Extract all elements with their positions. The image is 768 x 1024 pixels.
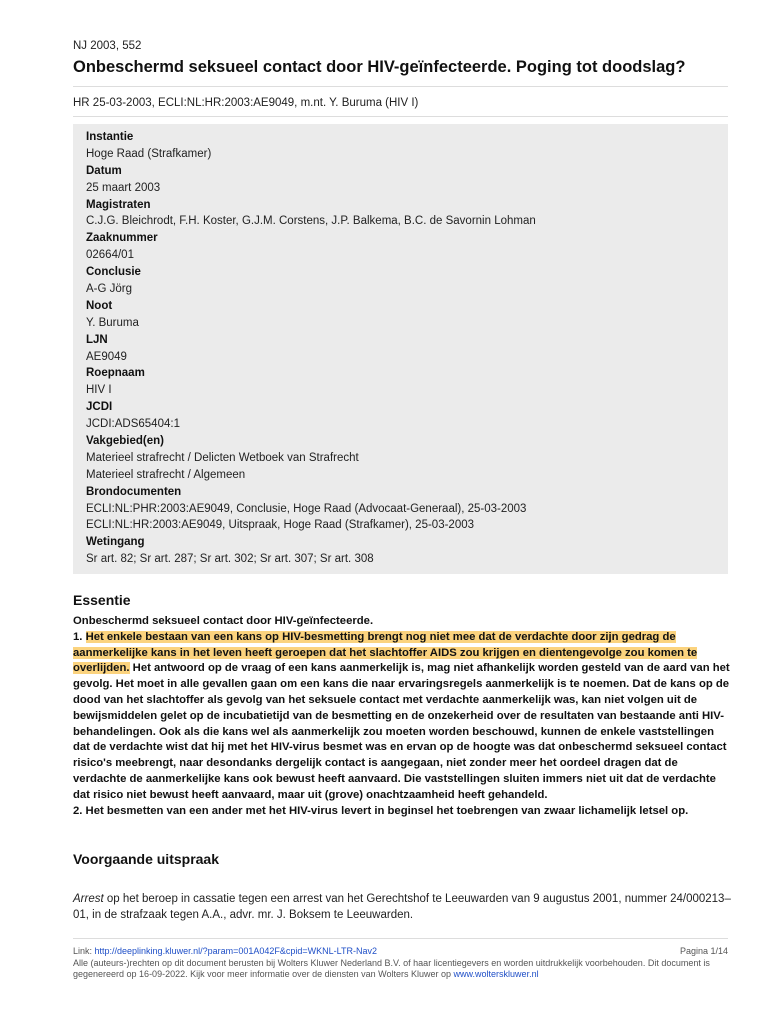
- voorgaande-heading: Voorgaande uitspraak: [73, 851, 220, 867]
- metadata-label: Zaaknummer: [86, 232, 158, 245]
- metadata-value: Y. Buruma: [86, 316, 139, 329]
- metadata-value: A-G Jörg: [86, 283, 133, 296]
- title-divider: [73, 86, 728, 87]
- point-1-number: 1.: [73, 630, 86, 643]
- deeplink-link[interactable]: http://deeplinking.kluwer.nl/?param=001A042F&cpid=WKNL-LTR-Nav2: [94, 946, 377, 956]
- metadata-value: 02664/01: [86, 249, 134, 262]
- arrest-text: op het beroep in cassatie tegen een arrest van het Gerechtshof te Leeuwarden van 9 augustus 2001, nummer 24/000213–01, in de strafzaak tegen A.A., advr. mr. J. Boksem te Leeuwarden.: [73, 893, 731, 921]
- metadata-label: Datum: [86, 164, 122, 177]
- metadata-value: ECLI:NL:HR:2003:AE9049, Uitspraak, Hoge Raad (Strafkamer), 25-03-2003: [86, 519, 475, 532]
- footer-link-line: [73, 946, 728, 958]
- metadata-value: 25 maart 2003: [86, 181, 161, 194]
- metadata-panel: [73, 124, 728, 574]
- metadata-label: Instantie: [86, 131, 134, 143]
- metadata-value: Materieel strafrecht / Algemeen: [86, 468, 246, 481]
- metadata-value: JCDI:ADS65404:1: [86, 418, 180, 431]
- essentie-point-1: [73, 630, 733, 804]
- essentie-intro: Onbeschermd seksueel contact door HIV-geïnfecteerde.: [73, 615, 374, 627]
- metadata-label: LJN: [86, 333, 108, 346]
- essentie-point-2: 2. Het besmetten van een ander met het HIV-virus levert in beginsel het toebrengen van zwaar lichamelijk letsel op.: [73, 804, 689, 817]
- page-footer: [73, 946, 728, 981]
- point-1-rest: Het antwoord op de vraag of een kans aanmerkelijk is, mag niet afhankelijk worden gesteld van de aard van het gevolg. Het moet in alle gevallen gaan om een kans die naar ervaringsregels aanmerkelijk is te noemen. Dat de kans op de dood van het slachtoffer als gevolg van het seksuele contact met verdachte aanmerkelijk was, kan niet volgen uit de bewijsmiddelen gelet op de incubatietijd van de besmetting en de onzekerheid over de resultaten van bestaande anti HIV-behandelingen. Ook als die kans wel als aanmerkelijk zou moeten worden beschouwd, kunnen de enkele vaststellingen dat de verdachte wist dat hij met het HIV-virus besmet was en ervan op de hoogte was dat onbeschermd seksueel contact risico's meebrengt, naar desondanks dergelijk contact is aangegaan, niet zonder meer het oordeel dragen dat de verdachte de aanmerkelijke kans ook bewust heeft aanvaard. Die vaststellingen sluiten immers niet uit dat de verdachte dat risico niet bewust heeft aanvaard, maar uit (grove) onachtzaamheid heeft gehandeld.: [73, 662, 730, 801]
- footer-divider: [73, 938, 728, 939]
- arrest-paragraph: [73, 892, 733, 924]
- metadata-label: Magistraten: [86, 198, 151, 211]
- metadata-value: C.J.G. Bleichrodt, F.H. Koster, G.J.M. Corstens, J.P. Balkema, B.C. de Savornin Lohman: [86, 215, 536, 228]
- metadata-label: Wetingang: [86, 536, 145, 549]
- metadata-label: Noot: [86, 299, 113, 312]
- metadata-label: Conclusie: [86, 266, 141, 279]
- metadata-label: JCDI: [86, 401, 113, 414]
- footer-link-label: Link:: [73, 946, 95, 956]
- metadata-value: Hoge Raad (Strafkamer): [86, 147, 212, 160]
- essentie-heading: Essentie: [73, 592, 131, 608]
- metadata-value: HIV I: [86, 384, 112, 397]
- reference-divider: [73, 116, 728, 117]
- highlighted-text: Het enkele bestaan van een kans op HIV-besmetting brengt nog niet mee dat de verdachte door zijn gedrag de aanmerkelijke kans in het leven heeft geroepen dat het slachtoffer AIDS zou krijgen en dientengevolge zou komen te overlijden.: [73, 630, 698, 675]
- metadata-value: Sr art. 82; Sr art. 287; Sr art. 302; Sr art. 307; Sr art. 308: [86, 553, 374, 566]
- arrest-label: Arrest: [73, 893, 104, 905]
- metadata-value: AE9049: [86, 350, 127, 363]
- metadata-value: ECLI:NL:PHR:2003:AE9049, Conclusie, Hoge Raad (Advocaat-Generaal), 25-03-2003: [86, 502, 527, 515]
- page-number: Pagina 1/14: [679, 946, 728, 956]
- footer-rights: [73, 958, 728, 981]
- rights-text: Alle (auteurs-)rechten op dit document berusten bij Wolters Kluwer Nederland B.V. of haar licentiegevers en worden uitdrukkelijk voorbehouden. Dit document is gegenereerd op 16-09-2022. Kijk voor meer informatie over de diensten van Wolters Kluwer op: [73, 957, 710, 979]
- page-title: Onbeschermd seksueel contact door HIV-geïnfecteerde. Poging tot doodslag?: [73, 58, 686, 76]
- metadata-label: Brondocumenten: [86, 485, 182, 498]
- metadata-label: Vakgebied(en): [86, 435, 164, 448]
- document-citation: NJ 2003, 552: [73, 40, 142, 52]
- metadata-label: Roepnaam: [86, 367, 145, 380]
- wolterskluwer-link[interactable]: www.wolterskluwer.nl: [453, 969, 539, 979]
- metadata-value: Materieel strafrecht / Delicten Wetboek van Strafrecht: [86, 451, 359, 464]
- essentie-section: [73, 614, 733, 819]
- case-reference: HR 25-03-2003, ECLI:NL:HR:2003:AE9049, m.nt. Y. Buruma (HIV I): [73, 97, 419, 109]
